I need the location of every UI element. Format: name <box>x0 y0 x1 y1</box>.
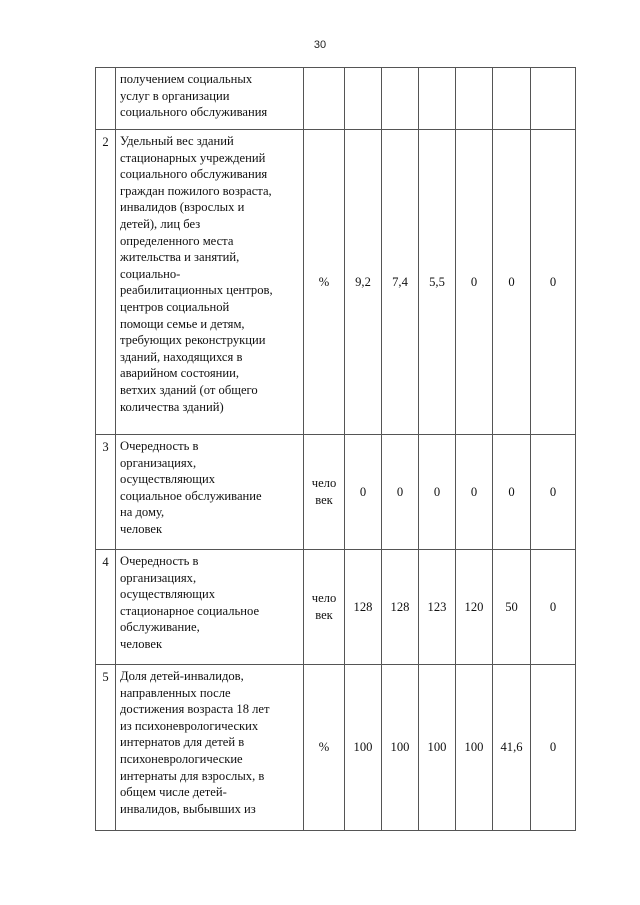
description-line: интернатов для детей в <box>120 735 245 750</box>
description-line: социально- <box>120 266 181 281</box>
value-cell: 100 <box>382 665 419 831</box>
value-cell: 120 <box>456 550 493 665</box>
description-line: помощи семье и детям, <box>120 316 245 331</box>
unit-line: чело <box>311 591 337 606</box>
value-cell: 0 <box>531 550 576 665</box>
unit-line: век <box>315 608 333 622</box>
indicator-description <box>116 665 304 831</box>
description-line: стационарных учреждений <box>120 150 266 165</box>
indicator-description <box>116 550 304 665</box>
value-cell: 100 <box>456 665 493 831</box>
unit-line: % <box>318 274 330 289</box>
value-cell <box>419 68 456 130</box>
indicators-table <box>95 67 576 831</box>
description-line: инвалидов, выбывших из <box>120 801 256 816</box>
unit-line: % <box>318 740 330 755</box>
value-cell: 7,4 <box>382 130 419 435</box>
description-line: из психоневрологических <box>120 718 259 733</box>
description-line: стационарное социальное <box>120 603 260 618</box>
description-line: аварийном состоянии, <box>120 366 239 381</box>
value-cell: 100 <box>419 665 456 831</box>
description-line: направленных после <box>120 685 231 700</box>
row-number <box>96 68 116 130</box>
description-line: ветхих зданий (от общего <box>120 382 258 397</box>
row-number: 2 <box>96 130 116 435</box>
description-line: осуществляющих <box>120 587 216 602</box>
description-line: детей), лиц без <box>120 216 201 231</box>
description-line: социального обслуживания <box>120 167 268 182</box>
value-cell: 0 <box>493 435 531 550</box>
description-line: психоневрологические <box>120 751 243 766</box>
unit-cell <box>304 665 345 831</box>
value-cell: 0 <box>531 665 576 831</box>
description-line: центров социальной <box>120 299 230 314</box>
description-line: социальное обслуживание <box>120 488 262 503</box>
indicator-description <box>116 130 304 435</box>
value-cell: 5,5 <box>419 130 456 435</box>
indicator-description <box>116 435 304 550</box>
description-line: определенного места <box>120 233 234 248</box>
page-number: 30 <box>313 39 327 51</box>
description-line: услуг в организации <box>120 88 230 103</box>
value-cell <box>456 68 493 130</box>
description-line: социального обслуживания <box>120 105 268 120</box>
table-row <box>96 435 576 550</box>
value-cell: 50 <box>493 550 531 665</box>
value-cell: 0 <box>493 130 531 435</box>
description-line: получением социальных <box>120 72 253 86</box>
row-number: 4 <box>96 550 116 665</box>
description-line: инвалидов (взрослых и <box>120 200 245 215</box>
value-cell: 0 <box>456 130 493 435</box>
unit-line: чело <box>311 476 337 491</box>
description-line: достижения возраста 18 лет <box>120 702 270 717</box>
value-cell: 0 <box>419 435 456 550</box>
description-line: интернаты для взрослых, в <box>120 768 265 783</box>
value-cell <box>382 68 419 130</box>
description-line: осуществляющих <box>120 472 216 487</box>
value-cell: 41,6 <box>493 665 531 831</box>
table-row <box>96 130 576 435</box>
description-line: Доля детей-инвалидов, <box>120 669 244 683</box>
row-number: 3 <box>96 435 116 550</box>
indicator-description <box>116 68 304 130</box>
description-line: граждан пожилого возраста, <box>120 183 272 198</box>
description-line: на дому, <box>120 505 165 520</box>
value-cell: 128 <box>345 550 382 665</box>
description-line: Очередность в <box>120 554 199 568</box>
value-cell: 9,2 <box>345 130 382 435</box>
value-cell <box>531 68 576 130</box>
unit-cell <box>304 435 345 550</box>
description-line: человек <box>120 521 163 536</box>
description-line: количества зданий) <box>120 399 224 414</box>
value-cell: 0 <box>345 435 382 550</box>
value-cell: 0 <box>531 130 576 435</box>
table-row <box>96 665 576 831</box>
description-line: реабилитационных центров, <box>120 283 273 298</box>
description-line: обслуживание, <box>120 620 200 635</box>
description-line: общем числе детей- <box>120 785 227 800</box>
description-line: человек <box>120 636 163 651</box>
unit-line: век <box>315 493 333 507</box>
unit-cell <box>304 130 345 435</box>
description-line: организациях, <box>120 570 197 585</box>
description-line: требующих реконструкции <box>120 333 266 348</box>
description-line: зданий, находящихся в <box>120 349 243 364</box>
value-cell: 0 <box>531 435 576 550</box>
value-cell: 100 <box>345 665 382 831</box>
value-cell: 123 <box>419 550 456 665</box>
value-cell <box>345 68 382 130</box>
unit-cell <box>304 68 345 130</box>
table-row <box>96 68 576 130</box>
row-number: 5 <box>96 665 116 831</box>
description-line: организациях, <box>120 455 197 470</box>
description-line: жительства и занятий, <box>120 250 240 265</box>
value-cell: 128 <box>382 550 419 665</box>
description-line: Удельный вес зданий <box>120 134 234 148</box>
table-row <box>96 550 576 665</box>
value-cell: 0 <box>382 435 419 550</box>
value-cell: 0 <box>456 435 493 550</box>
description-line: Очередность в <box>120 439 199 453</box>
value-cell <box>493 68 531 130</box>
unit-cell <box>304 550 345 665</box>
